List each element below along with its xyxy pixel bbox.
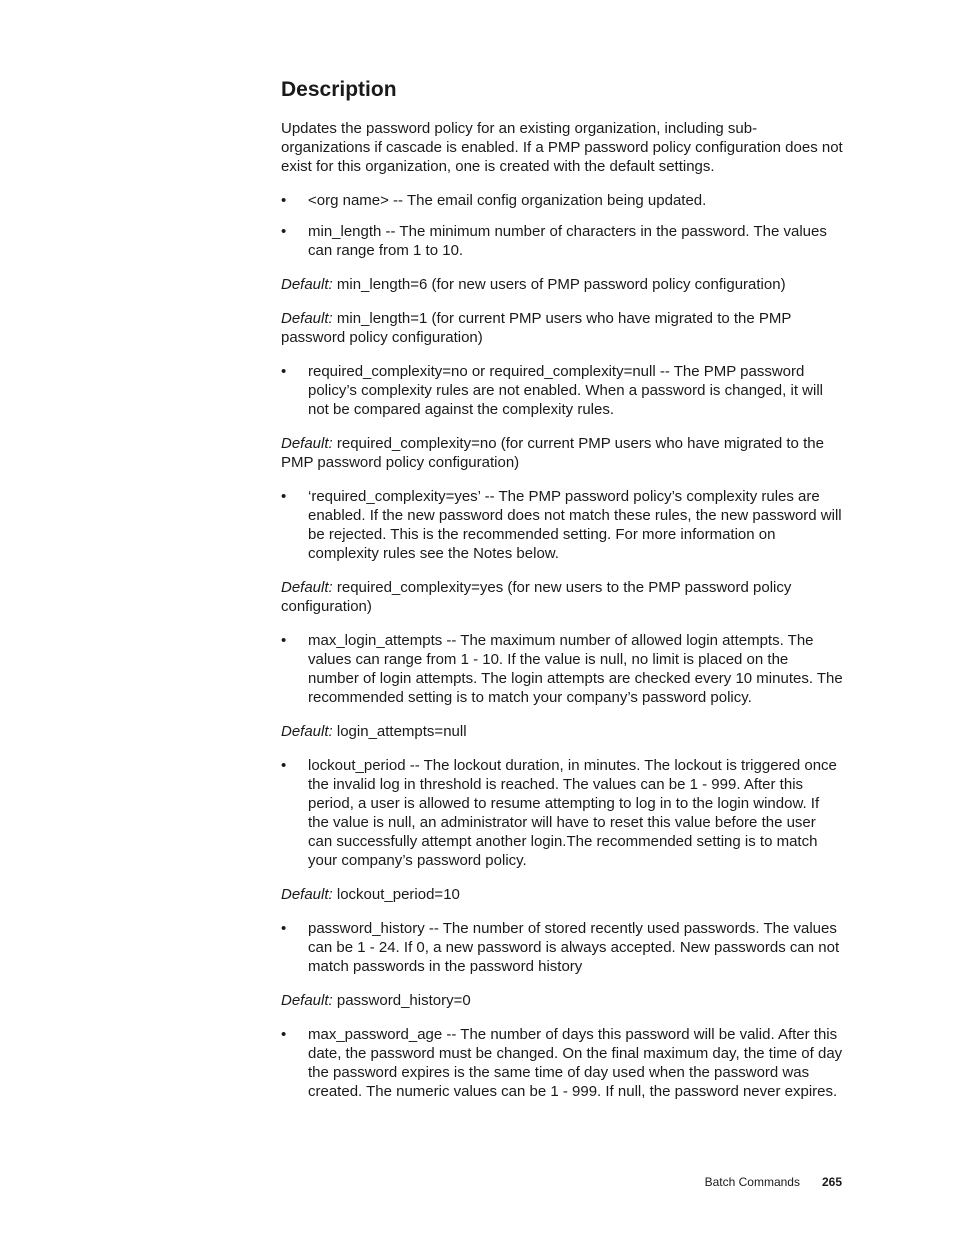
intro-paragraph: Updates the password policy for an existing organization, including sub-organizations if cascade is enabled. If a PMP password policy configuration does not exist for this organization, one is created with the default settings. [281,120,843,175]
bullet-icon: • [281,632,287,649]
list-item-text: password_history -- The number of stored recently used passwords. The values can be 1 - 24. If 0, a new password is always accepted. New passwords can not match passwords in the password history [308,920,840,975]
default-min-length-new [281,275,843,294]
list-item-text: max_login_attempts -- The maximum number of allowed login attempts. The values can range from 1 - 10. If the value is null, no limit is placed on the number of login attempts. The login attempts are checked every 10 minutes. The recommended setting is to match your company’s password policy. [308,632,843,706]
list-item-org-name [281,191,843,210]
list-item-text: lockout_period -- The lockout duration, in minutes. The lockout is triggered once the invalid log in threshold is reached. The values can be 1 - 999. After this period, a user is allowed to resume attempting to log in to the login window. If the value is null, an administrator will have to reset this value before the user can successfully attempt another login.The recommended setting is to match your company’s password policy. [308,757,837,869]
bullet-list-6 [281,919,843,976]
bullet-list-5 [281,756,843,870]
document-body [281,76,843,1116]
bullet-list-3 [281,487,843,563]
list-item-text: <org name> -- The email config organization being updated. [308,192,707,209]
bullet-icon: • [281,920,287,937]
default-label: Default: [281,886,333,903]
bullet-icon: • [281,192,287,209]
list-item-required-complexity-no [281,362,843,419]
bullet-list-1 [281,191,843,260]
default-password-history [281,991,843,1010]
default-label: Default: [281,276,333,293]
default-label: Default: [281,992,333,1009]
bullet-icon: • [281,757,287,774]
default-label: Default: [281,435,333,452]
list-item-min-length [281,222,843,260]
list-item-password-history [281,919,843,976]
default-required-complexity-yes [281,578,843,616]
default-value: login_attempts=null [332,723,467,740]
list-item-max-login-attempts [281,631,843,707]
bullet-icon: • [281,1026,287,1043]
default-label: Default: [281,723,333,740]
list-item-max-password-age [281,1025,843,1101]
footer-section-title: Batch Commands [704,1175,800,1189]
default-value: lockout_period=10 [332,886,460,903]
bullet-list-4 [281,631,843,707]
default-label: Default: [281,310,333,327]
bullet-icon: • [281,223,287,240]
bullet-icon: • [281,488,287,505]
default-value: required_complexity=yes (for new users to the PMP password policy configuration) [281,579,792,615]
default-lockout-period [281,885,843,904]
bullet-icon: • [281,363,287,380]
default-login-attempts [281,722,843,741]
section-heading: Description [281,78,397,101]
list-item-required-complexity-yes [281,487,843,563]
bullet-list-2 [281,362,843,419]
list-item-text: max_password_age -- The number of days this password will be valid. After this date, the password must be changed. On the final maximum day, the time of day the password expires is the same time of day used when the password was created. The numeric values can be 1 - 999. If null, the password never expires. [308,1026,843,1100]
default-value: password_history=0 [332,992,471,1009]
bullet-list-7 [281,1025,843,1101]
list-item-text: ‘required_complexity=yes’ -- The PMP password policy’s complexity rules are enabled. If the new password does not match these rules, the new password will be rejected. This is the recommended setting. For more information on complexity rules see the Notes below. [308,488,842,562]
list-item-lockout-period [281,756,843,870]
page-number: 265 [821,1175,842,1189]
default-value: min_length=6 (for new users of PMP password policy configuration) [332,276,786,293]
default-min-length-current [281,309,843,347]
page-footer [705,1174,842,1190]
default-label: Default: [281,579,333,596]
list-item-text: min_length -- The minimum number of characters in the password. The values can range from 1 to 10. [308,223,827,259]
default-required-complexity-no [281,434,843,472]
list-item-text: required_complexity=no or required_complexity=null -- The PMP password policy’s complexity rules are not enabled. When a password is changed, it will not be compared against the complexity rules. [308,363,823,418]
default-value: required_complexity=no (for current PMP users who have migrated to the PMP password policy configuration) [281,435,824,471]
default-value: min_length=1 (for current PMP users who have migrated to the PMP password policy configuration) [281,310,792,346]
